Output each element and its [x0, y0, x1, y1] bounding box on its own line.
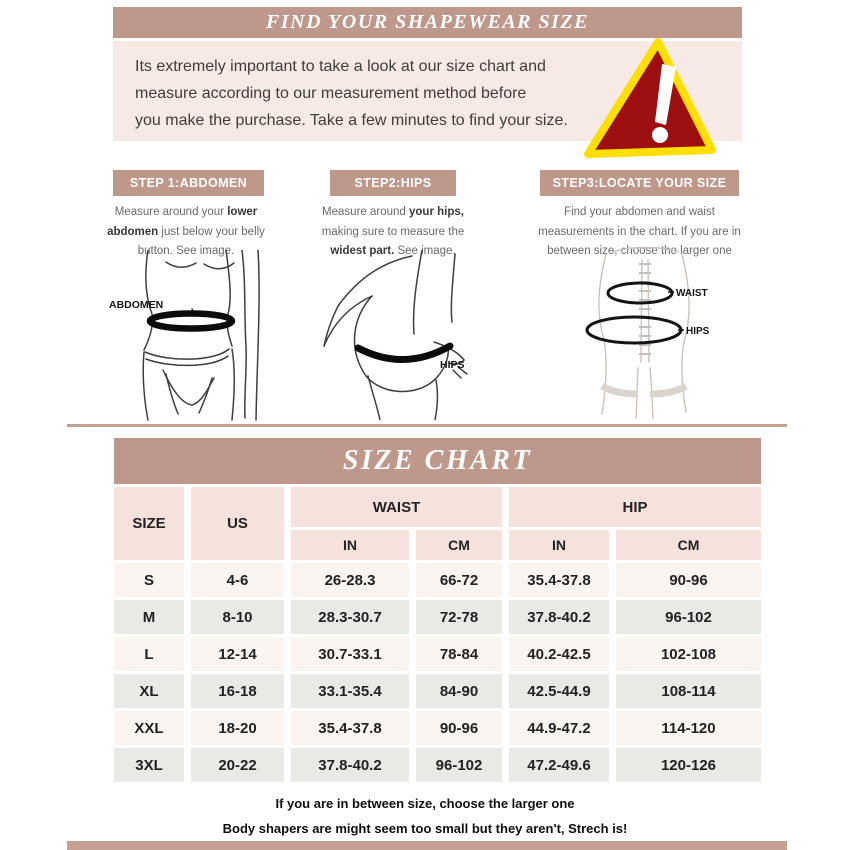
- step1-seg3: just below your belly button. See image.: [137, 225, 265, 257]
- col-header-hip-cm: CM: [616, 530, 761, 560]
- table-cell: 72-78: [416, 600, 502, 634]
- step2-seg1: Measure around: [322, 206, 409, 218]
- table-cell: 78-84: [416, 637, 502, 671]
- row-size-label: L: [114, 637, 184, 671]
- table-cell: 28.3-30.7: [291, 600, 409, 634]
- footer-note-1: If you are in between size, choose the larger one: [275, 796, 575, 811]
- table-cell: 66-72: [416, 563, 502, 597]
- abdomen-label: ABDOMEN: [109, 299, 164, 311]
- table-cell: 40.2-42.5: [509, 637, 609, 671]
- table-cell: 8-10: [191, 600, 284, 634]
- hips-figure: [322, 250, 488, 420]
- table-cell: 120-126: [616, 748, 761, 782]
- table-cell: 35.4-37.8: [291, 711, 409, 745]
- table-cell: 33.1-35.4: [291, 674, 409, 708]
- size-chart-title: SIZE CHART: [114, 438, 761, 484]
- step1-seg1: Measure around your: [114, 206, 228, 218]
- table-cell: 37.8-40.2: [509, 600, 609, 634]
- row-size-label: S: [114, 563, 184, 597]
- size-chart-table: [114, 487, 761, 782]
- col-header-hip-in: IN: [509, 530, 609, 560]
- waist-back-label: WAIST: [676, 288, 708, 299]
- intro-line-1: Its extremely important to take a look at our size chart and: [135, 58, 546, 75]
- row-size-label: XL: [114, 674, 184, 708]
- table-cell: 35.4-37.8: [509, 563, 609, 597]
- table-cell: 96-102: [616, 600, 761, 634]
- table-cell: 26-28.3: [291, 563, 409, 597]
- table-cell: 96-102: [416, 748, 502, 782]
- step2-seg3: making sure to measure the: [321, 225, 465, 238]
- table-cell: 16-18: [191, 674, 284, 708]
- hips-back-label: HIPS: [686, 326, 710, 337]
- table-cell: 30.7-33.1: [291, 637, 409, 671]
- step1-header: STEP 1:ABDOMEN: [113, 170, 264, 196]
- col-header-hip: HIP: [509, 487, 761, 527]
- footer-note-2: Body shapers are might seem too small but they aren't, Strech is!: [222, 821, 628, 836]
- section-divider: [67, 424, 787, 427]
- col-header-waist-cm: CM: [416, 530, 502, 560]
- step3-header: STEP3:LOCATE YOUR SIZE: [540, 170, 739, 196]
- abdomen-figure: [106, 250, 290, 422]
- step2-seg2: your hips,: [409, 206, 464, 218]
- row-size-label: M: [114, 600, 184, 634]
- page-title: FIND YOUR SHAPEWEAR SIZE: [113, 7, 742, 38]
- row-size-label: XXL: [114, 711, 184, 745]
- step1-seg2: lower abdomen: [107, 206, 258, 238]
- table-cell: 47.2-49.6: [509, 748, 609, 782]
- step3-text: Find your abdomen and waist measurements in the chart. If you are in between size, choose the larger one: [538, 206, 741, 257]
- step2-header: STEP2:HIPS: [330, 170, 456, 196]
- table-cell: 90-96: [416, 711, 502, 745]
- table-cell: 42.5-44.9: [509, 674, 609, 708]
- table-cell: 90-96: [616, 563, 761, 597]
- col-header-waist: WAIST: [291, 487, 502, 527]
- table-cell: 4-6: [191, 563, 284, 597]
- warning-triangle-icon: [580, 34, 740, 168]
- table-cell: 102-108: [616, 637, 761, 671]
- table-cell: 18-20: [191, 711, 284, 745]
- table-cell: 114-120: [616, 711, 761, 745]
- hips-side-label: HIPS: [440, 359, 465, 371]
- step2-seg4: widest part.: [330, 245, 395, 257]
- intro-text: [135, 53, 568, 134]
- size-locator-figure: [550, 246, 755, 420]
- table-cell: 108-114: [616, 674, 761, 708]
- col-header-us: US: [191, 487, 284, 560]
- table-cell: 12-14: [191, 637, 284, 671]
- intro-line-2: measure according to our measurement method before: [135, 85, 527, 102]
- table-cell: 84-90: [416, 674, 502, 708]
- row-size-label: 3XL: [114, 748, 184, 782]
- table-cell: 44.9-47.2: [509, 711, 609, 745]
- intro-line-3: you make the purchase. Take a few minutes to find your size.: [135, 112, 568, 129]
- bottom-bar: [67, 841, 787, 850]
- step2-seg5: See image.: [394, 245, 456, 257]
- table-cell: 37.8-40.2: [291, 748, 409, 782]
- col-header-waist-in: IN: [291, 530, 409, 560]
- table-cell: 20-22: [191, 748, 284, 782]
- col-header-size: SIZE: [114, 487, 184, 560]
